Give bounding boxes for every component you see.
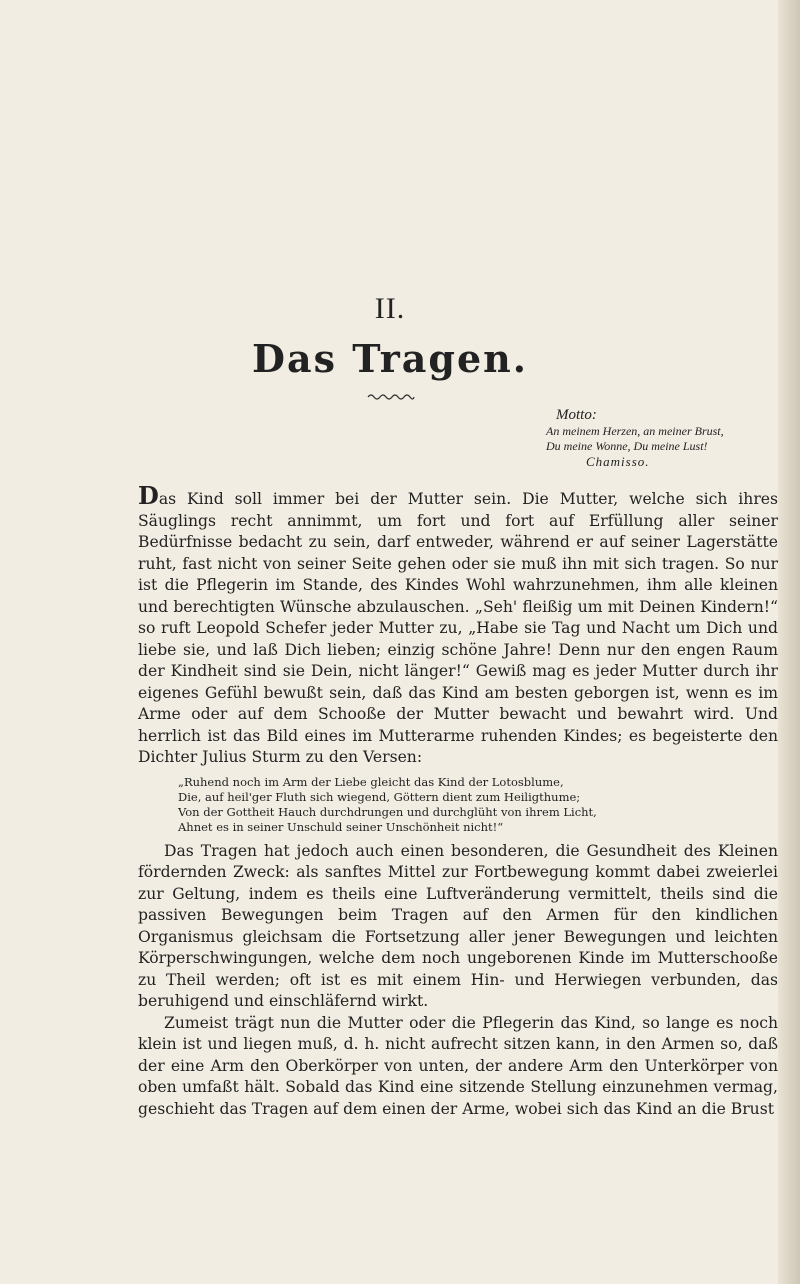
poem-line-1: „Ruhend noch im Arm der Liebe gleicht das Kind der Lotosblume, bbox=[178, 774, 564, 789]
page-edge bbox=[778, 0, 800, 1284]
poem-quote bbox=[178, 775, 778, 835]
wave-ornament-icon bbox=[367, 392, 415, 402]
drop-cap: D bbox=[138, 481, 159, 510]
chapter-title: Das Tragen. bbox=[252, 336, 528, 381]
paragraph-1 bbox=[138, 481, 778, 769]
paragraph-1-text: as Kind soll immer bei der Mutter sein. Die Mutter, welche sich ihres Säuglings recht annimmt, um fort und fort auf Erfüllung aller seiner Bedürfnisse bedacht zu sein, darf entweder, während er auf seiner Lagerstätte ruht, fast nicht von seiner Seite gehen oder sie muß ihn mit sich tragen. So nur ist die Pflegerin im Stande, des Kindes Wohl wahrzunehmen, ihm alle kleinen und berechtigten Wünsche abzulauschen. „Seh' fleißig um mit Deinen Kindern!“ so ruft Leopold Schefer jeder Mutter zu, „Habe sie Tag und Nacht um Dich und liebe sie, und laß Dich lieben; einzig schöne Jahre! Denn nur den engen Raum der Kindheit sind sie Dein, nicht länger!“ Gewiß mag es jeder Mutter durch ihr eigenes Gefühl bewußt sein, daß das Kind am besten geborgen ist, wenn es im Arme oder auf dem Schooße der Mutter bewacht und bewahrt wird. Und herrlich ist das Bild eines im Mutterarme ruhenden Kindes; es begeisterte den Dichter Julius Sturm zu den Versen: bbox=[138, 490, 778, 766]
poem-line-3: Von der Gottheit Hauch durchdrungen und durchglüht von ihrem Licht, bbox=[178, 804, 597, 819]
motto-line-2: Du meine Wonne, Du meine Lust! bbox=[546, 439, 708, 453]
motto-author: Chamisso. bbox=[586, 454, 650, 469]
paragraph-2: Das Tragen hat jedoch auch einen besonderen, die Gesundheit des Kleinen fördernden Zweck: als sanftes Mittel zur Fortbewegung kommt dabei zweierlei zur Geltung, indem es theils eine Luftveränderung vermittelt, theils sind die passiven Bewegungen beim Tragen auf den Armen für den kindlichen Organismus gleichsam die Fortsetzung aller jener Bewegungen und leichten Körperschwingungen, welche dem noch ungeborenen Kinde im Mutterschooße zu Theil werden; oft ist es mit einem Hin- und Herwiegen verbunden, das beruhigend und einschläfernd wirkt. bbox=[138, 841, 778, 1010]
motto-line-1: An meinem Herzen, an meiner Brust, bbox=[546, 424, 724, 438]
motto bbox=[546, 407, 786, 470]
paragraph-3: Zumeist trägt nun die Mutter oder die Pflegerin das Kind, so lange es noch klein ist und liegen muß, d. h. nicht aufrecht sitzen kann, in den Armen so, daß der eine Arm den Oberkörper von unten, der andere Arm den Unterkörper von oben umfaßt hält. Sobald das Kind eine sitzende Stellung einzunehmen vermag, geschieht das Tragen auf dem einen der Arme, wobei sich das Kind an die Brust bbox=[138, 1013, 778, 1118]
poem-line-4: Ahnet es in seiner Unschuld seiner Unschönheit nicht!“ bbox=[178, 819, 504, 834]
poem-line-2: Die, auf heil'ger Fluth sich wiegend, Göttern dient zum Heiligthume; bbox=[178, 789, 581, 804]
motto-label: Motto: bbox=[556, 407, 597, 423]
chapter-number: II. bbox=[374, 292, 406, 325]
body-text bbox=[138, 481, 778, 1120]
